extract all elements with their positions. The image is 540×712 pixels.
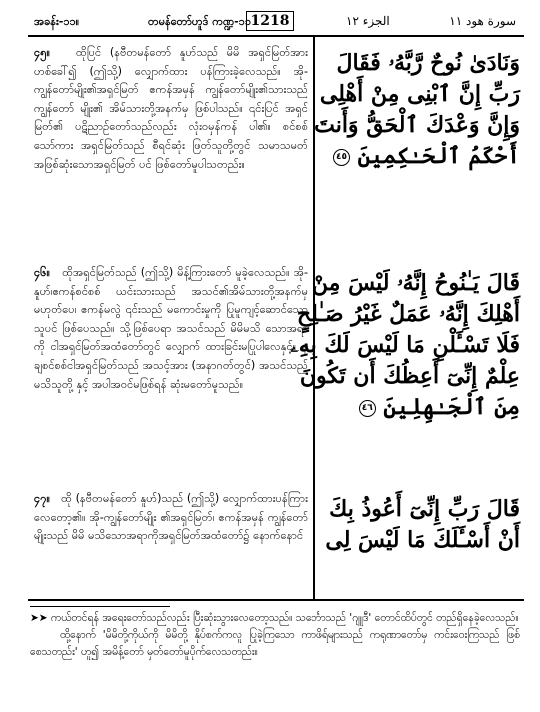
footnote-paragraph-2: ထို့နောက် 'မိမိတို့ကိုယ်ကို မိမိတို့ နိုပ်စက်ကလူ ပြုခဲ့ကြသော ကာဖိရ်များသည် ကရုဏာတော်မှ ကင်းဝေးကြသည် ဖြစ်စေသတည်း' ဟူ၍ အမိန့်တော် မှတ်တော်မူပိုက်လေသတည်း။ (30, 629, 520, 658)
arabic-line-last (320, 392, 520, 423)
arabic-line-last (320, 141, 520, 172)
verse-46-arabic (290, 268, 520, 423)
verse-45-number: ၄၅။ (34, 46, 50, 59)
arabic-line: أَهْلِكَ إِنَّهُۥ عَمَلٌ غَيْرُ صَـٰلِحٍ (296, 301, 520, 327)
verse-end-marker: ٤٦ (359, 400, 376, 417)
arabic-line-text: مِنَ ٱلْجَـٰهِلِينَ (383, 394, 520, 420)
arabic-line: أَنْ أَسْـَٔلَكَ مَا لَيْسَ لِى (325, 527, 520, 553)
verse-46-text: ထိုအရှင်မြတ်သည် (ဤသို့) မိန့်ကြားတော် မူခဲ့လေသည်။ အို-နူဟ်၊ဧကန်စင်စစ် ယင်းသားသည် အသင်၏အိမ်သားတို့အနက်မှ မဟုတ်ပေ၊ ဧကန်မလွဲ ၎င်းသည် မကောင်းမှုကို ပြုမူကျင့်ဆောင်သောသူပင် ဖြစ်ပေသည်။ သို့ဖြစ်ပေရာ အသင်သည် မိမိမသိ သောအရာကို ငါအရှင်မြတ်အထံတော်တွင် လျှောက် ထားခြင်းမပြုပါလေနှင့်။ မှချစင်စစ်ငါအရှင်မြတ်သည် အသင့်အား (အနာဂတ်တွင်) အသင်သည် မသိသူတို့ နှင့် အပါအဝင်မဖြစ်ရန် ဆုံးမတော်မူသည်။ (34, 266, 308, 391)
page-header (30, 10, 524, 34)
footnote-rule (30, 606, 170, 607)
arabic-line: وَنَادَىٰ نُوحٌ رَّبَّهُۥ فَقَالَ (336, 50, 520, 76)
verse-46-translation (34, 264, 308, 394)
header-rule (28, 35, 524, 37)
arabic-line: قَالَ رَبِّ إِنِّىٓ أَعُوذُ بِكَ (329, 496, 520, 522)
juz-label: الجزء ١٢ (346, 14, 390, 28)
verse-45-text: ထိုပြင် (နဗီတမန်တော် နူဟ်သည် မိမိ အရှင်မြတ်အား ဟစ်ခေါ်၍ (ဤသို့) လျှောက်ထား ပန်ကြားခဲ့လေသည်။ အို-ကျွန်တော်မျိုး၏အရှင်မြတ် ဧကန်အမှန် ကျွန်တော်မျိုး၏သားသည် ကျွန်တော် မျိုး၏ အိမ်သားတို့အနက်မှ ဖြစ်ပါသည်။ ၎င်းပြင် အရှင်မြတ်၏ ပဋိညာဉ်တော်သည်လည်း လုံးဝမှန်ကန် ပါ၏။ စင်စစ်သော်ကား အရှင်မြတ်သည် စီရင်ဆုံး ဖြတ်သူတို့တွင် သမာသမတ်အဖြစ်ဆုံးသောအရှင်မြတ် ပင် ဖြစ်တော်မူပါသတည်း။ (34, 46, 308, 171)
page-number: 1218 (246, 11, 294, 31)
arabic-line: وَإِنَّ وَعْدَكَ ٱلْحَقُّ وَأَنتَ (314, 112, 520, 138)
arabic-line: قَالَ يَـٰنُوحُ إِنَّهُۥ لَيْسَ مِنْ (311, 270, 520, 296)
verse-45-arabic (314, 48, 520, 172)
chapter-label: အခန်း-၁၁။ (34, 15, 80, 28)
arabic-line: عِلْمٌ إِنِّىٓ أَعِظُكَ أَن تَكُونَ (299, 363, 520, 389)
section-title: တမန်တော်ဟူဒ် ကဏ္ဍ-၁၁ (148, 15, 252, 28)
verse-45-translation (34, 44, 308, 174)
surah-label: سورة هود ١١ (449, 14, 516, 28)
verse-47-text: ထို (နဗီတမန်တော် နူဟ်)သည် (ဤသို့) လျှောက်ထားပန်ကြားလေတော့၏။ အို-ကျွန်တော်မျိုး ၏အရှင်မြတ်၊ ဧကန်အမှန် ကျွန်တော်မျိုးသည် မိမိ မသိသောအရာကိုအရှင်မြတ်အထံတော်၌ နောက်နောင် (34, 492, 308, 543)
verse-47-arabic (320, 494, 520, 556)
verse-end-marker: ٤٥ (333, 149, 350, 166)
verse-46-number: ၄၆။ (34, 266, 50, 279)
arabic-line-text: أَحْكَمُ ٱلْحَـٰكِمِينَ (357, 143, 520, 169)
footnote (30, 610, 520, 661)
arabic-line: رَبِّ إِنَّ ٱبْنِى مِنْ أَهْلِى (319, 81, 520, 107)
footer-rule (28, 599, 524, 601)
footnote-paragraph-1: ➤➤ ကယ်တင်ရန် အရေးတော်သည်လည်း ပြီးဆုံးသွားလေတော့သည်။ သင်္ဘောသည် 'ဂျူဒီ' တောင်ထိပ်တွင် တည်ရှိနေခဲ့လေသည်။ (30, 612, 519, 624)
verse-47-number: ၄၇။ (34, 492, 50, 505)
arabic-line: فَلَا تَسْـَٔلْنِ مَا لَيْسَ لَكَ بِهِۦ (290, 332, 520, 358)
verse-47-translation (34, 490, 308, 546)
